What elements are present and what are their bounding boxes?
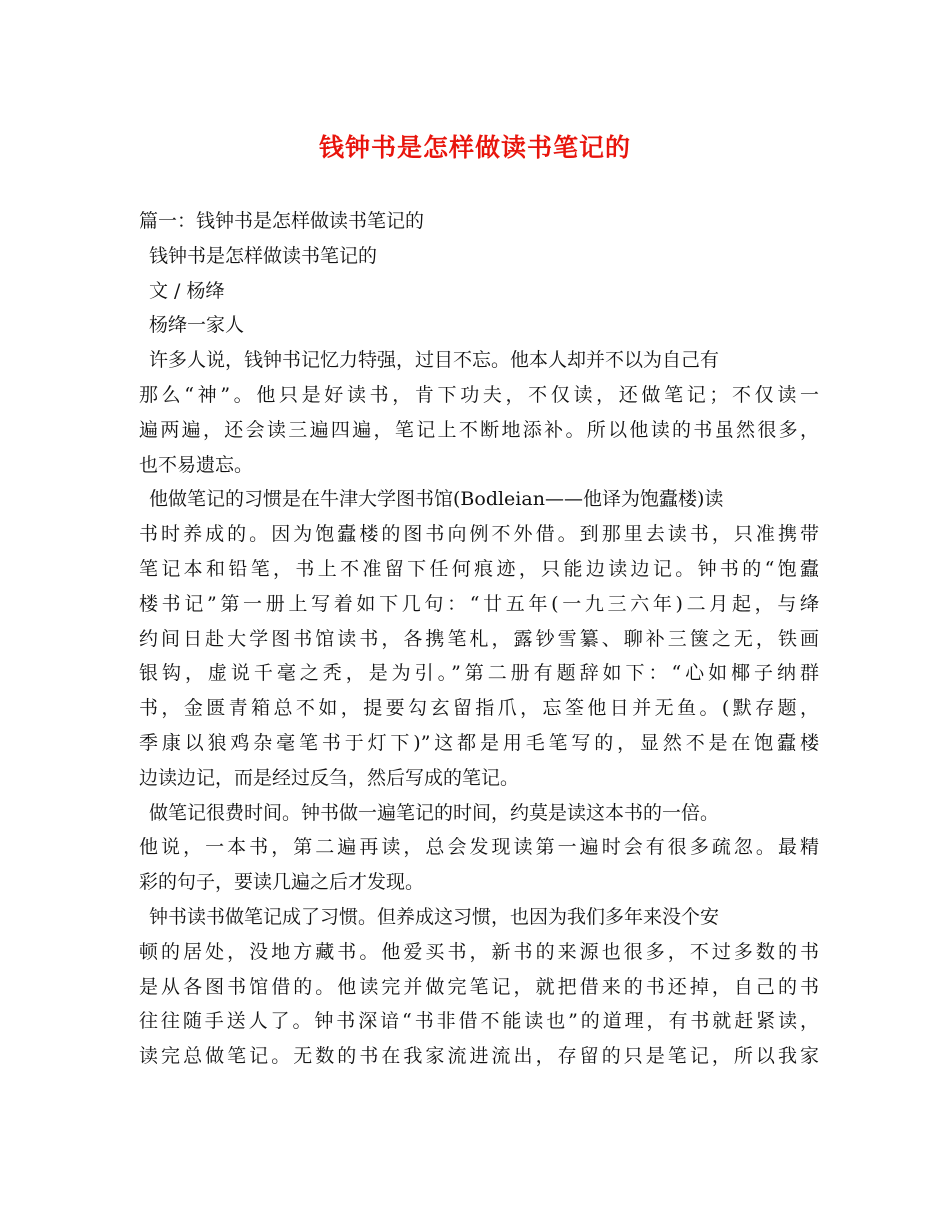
text-line: 顿的居处，没地方藏书。他爱买书，新书的来源也很多，不过多数的书 <box>139 940 819 963</box>
text-line: 他做笔记的习惯是在牛津大学图书馆(Bodleian——他译为饱蠹楼)读 <box>149 488 724 511</box>
text-line: 遍两遍，还会读三遍四遍，笔记上不断地添补。所以他读的书虽然很多， <box>139 418 819 441</box>
text-line: 约间日赴大学图书馆读书，各携笔札，露钞雪纂、聊补三箧之无，铁画 <box>139 627 819 650</box>
text-line: 杨绛一家人 <box>149 314 245 337</box>
text-line: 那么“神”。他只是好读书，肯下功夫，不仅读，还做笔记；不仅读一 <box>139 383 819 406</box>
text-line: 季康以狼鸡杂毫笔书于灯下)”这都是用毛笔写的，显然不是在饱蠹楼 <box>139 731 819 754</box>
text-line: 书时养成的。因为饱蠹楼的图书向例不外借。到那里去读书，只准携带 <box>139 523 819 546</box>
text-line: 往往随手送人了。钟书深谙“书非借不能读也”的道理，有书就赶紧读， <box>139 1010 819 1033</box>
text-line: 笔记本和铅笔，书上不准留下任何痕迹，只能边读边记。钟书的“饱蠹 <box>139 557 819 580</box>
text-line: 是从各图书馆借的。他读完并做完笔记，就把借来的书还掉，自己的书 <box>139 975 819 998</box>
text-line: 银钩，虚说千毫之秃，是为引。”第二册有题辞如下：“心如椰子纳群 <box>139 662 819 685</box>
text-line: 钟书读书做笔记成了习惯。但养成这习惯，也因为我们多年来没个安 <box>149 905 720 928</box>
text-line: 钱钟书是怎样做读书笔记的 <box>149 244 378 267</box>
document-title: 钱钟书是怎样做读书笔记的 <box>318 133 631 162</box>
text-line: 书，金匮青箱总不如，提要勾玄留指爪，忘筌他日并无鱼。(默存题， <box>139 697 819 720</box>
text-line: 边读边记，而是经过反刍，然后写成的笔记。 <box>139 766 520 789</box>
text-line: 许多人说，钱钟书记忆力特强，过目不忘。他本人却并不以为自己有 <box>149 349 720 372</box>
text-line: 彩的句子，要读几遍之后才发现。 <box>139 871 425 894</box>
text-line: 也不易遗忘。 <box>139 453 254 476</box>
document-body <box>139 204 819 1074</box>
text-line: 文 / 杨绛 <box>149 279 225 302</box>
text-line: 篇一：钱钟书是怎样做读书笔记的 <box>139 210 425 232</box>
text-line: 楼书记”第一册上写着如下几句：“廿五年(一九三六年)二月起，与绛 <box>139 592 819 615</box>
text-line: 他说，一本书，第二遍再读，总会发现读第一遍时会有很多疏忽。最精 <box>139 836 819 859</box>
text-line: 做笔记很费时间。钟书做一遍笔记的时间，约莫是读这本书的一倍。 <box>149 801 720 824</box>
text-line: 读完总做笔记。无数的书在我家流进流出，存留的只是笔记，所以我家 <box>139 1045 819 1068</box>
